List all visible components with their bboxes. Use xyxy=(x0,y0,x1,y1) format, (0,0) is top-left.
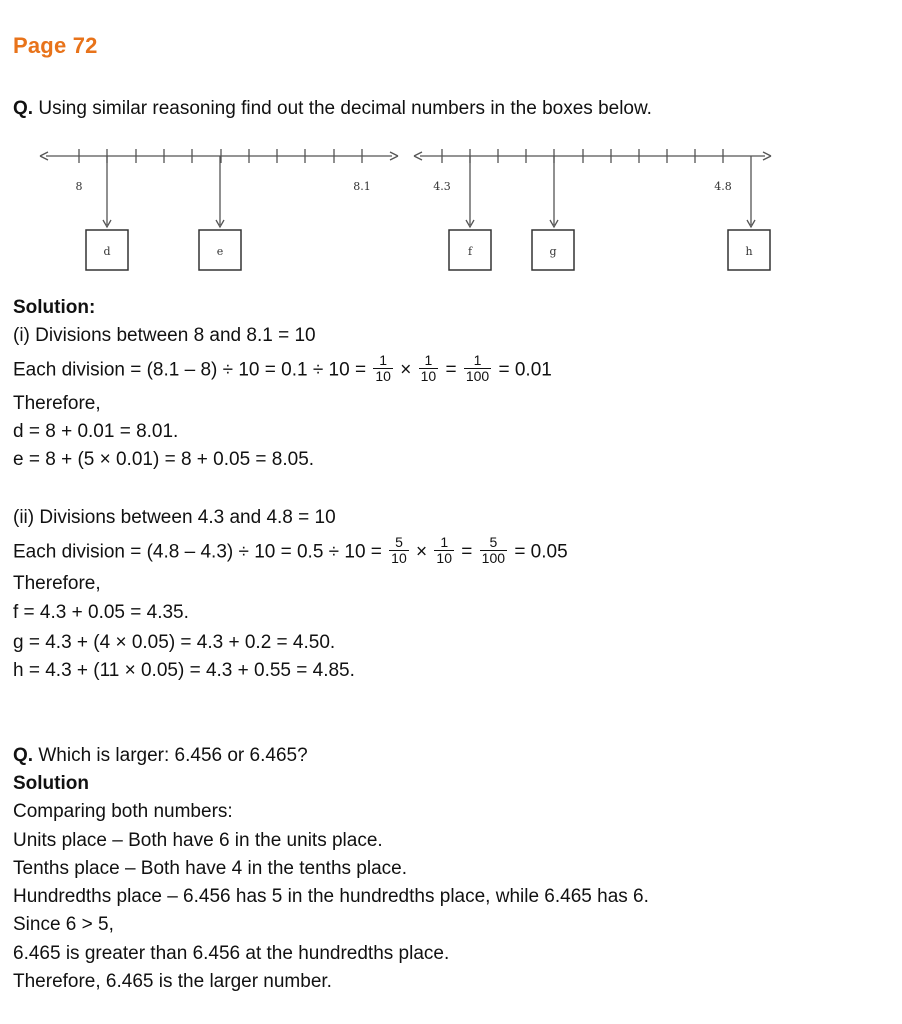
solution-line: Comparing both numbers: xyxy=(13,801,233,822)
numerator: 5 xyxy=(389,535,409,551)
denominator: 10 xyxy=(391,550,407,566)
denominator: 10 xyxy=(420,368,437,384)
box-label: g xyxy=(549,245,557,258)
denominator: 10 xyxy=(375,368,391,384)
each-division-line-2 xyxy=(13,534,568,568)
number-line-diagram xyxy=(0,138,902,278)
fraction xyxy=(389,535,409,566)
tick-label: 4.8 xyxy=(714,180,732,193)
question-text: Which is larger: 6.456 or 6.465? xyxy=(38,745,308,766)
numerator: 5 xyxy=(480,535,507,551)
each-division-text: Each division = (4.8 – 4.3) ÷ 10 = 0.5 ÷ 10 = xyxy=(13,541,382,563)
question-text: Using similar reasoning find out the decimal numbers in the boxes below. xyxy=(38,98,652,119)
times-sign: × xyxy=(400,359,412,381)
answer-h: h = 4.3 + (11 × 0.05) = 4.3 + 0.55 = 4.85. xyxy=(13,660,355,681)
box-label: h xyxy=(745,245,753,258)
denominator: 10 xyxy=(436,550,452,566)
numerator: 1 xyxy=(419,353,439,369)
solution-line: Hundredths place – 6.456 has 5 in the hundredths place, while 6.465 has 6. xyxy=(13,886,649,907)
each-division-line-1 xyxy=(13,352,552,386)
box-label: d xyxy=(103,245,111,258)
fraction xyxy=(373,353,393,384)
number-line-right xyxy=(414,149,771,270)
box-label: e xyxy=(216,245,224,258)
therefore-2: Therefore, xyxy=(13,573,101,594)
numerator: 1 xyxy=(373,353,393,369)
number-line-left xyxy=(40,149,398,270)
each-division-text: Each division = (8.1 – 8) ÷ 10 = 0.1 ÷ 10 = xyxy=(13,359,367,381)
question-2 xyxy=(13,744,308,768)
divisions-line-1: (i) Divisions between 8 and 8.1 = 10 xyxy=(13,325,316,346)
answer-f: f = 4.3 + 0.05 = 4.35. xyxy=(13,602,189,623)
denominator: 100 xyxy=(481,550,506,566)
solution-heading-2: Solution xyxy=(13,773,89,794)
answer-g: g = 4.3 + (4 × 0.05) = 4.3 + 0.2 = 4.50. xyxy=(13,632,336,653)
fraction xyxy=(480,535,507,566)
divisions-line-2: (ii) Divisions between 4.3 and 4.8 = 10 xyxy=(13,507,336,528)
box-label: f xyxy=(467,245,473,258)
solution-line: 6.465 is greater than 6.456 at the hundredths place. xyxy=(13,943,450,964)
equals-sign: = xyxy=(445,359,457,381)
therefore-1: Therefore, xyxy=(13,393,101,414)
tick-label: 8.1 xyxy=(353,180,371,193)
tick-label: 4.3 xyxy=(433,180,451,193)
answer-e: e = 8 + (5 × 0.01) = 8 + 0.05 = 8.05. xyxy=(13,449,315,470)
question-label: Q. xyxy=(13,98,34,119)
tick-label: 8 xyxy=(75,180,83,193)
solution-line: Units place – Both have 6 in the units place. xyxy=(13,830,383,851)
numerator: 1 xyxy=(434,535,454,551)
question-label: Q. xyxy=(13,745,34,766)
fraction xyxy=(419,353,439,384)
fraction xyxy=(464,353,491,384)
solution-line: Since 6 > 5, xyxy=(13,914,114,935)
result-text: = 0.05 xyxy=(514,541,568,563)
answer-d: d = 8 + 0.01 = 8.01. xyxy=(13,421,179,442)
denominator: 100 xyxy=(465,368,490,384)
page-title: Page 72 xyxy=(13,33,98,58)
question-1 xyxy=(13,97,652,121)
solution-heading: Solution: xyxy=(13,297,96,318)
result-text: = 0.01 xyxy=(498,359,552,381)
fraction xyxy=(434,535,454,566)
equals-sign: = xyxy=(461,541,473,563)
numerator: 1 xyxy=(464,353,491,369)
solution-line: Tenths place – Both have 4 in the tenths place. xyxy=(13,858,407,879)
solution-line: Therefore, 6.465 is the larger number. xyxy=(13,971,332,992)
times-sign: × xyxy=(416,541,428,563)
